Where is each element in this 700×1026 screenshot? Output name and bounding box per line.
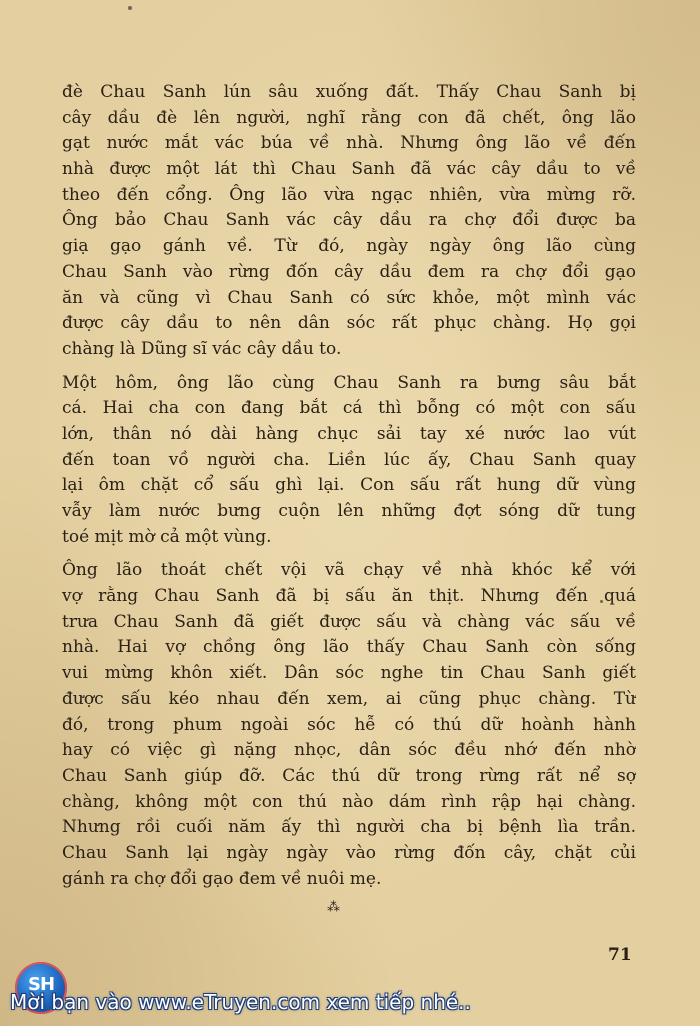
text-line: cá. Hai cha con đang bắt cá thì bỗng có một con sấu <box>62 398 636 419</box>
text-line: vui mừng khôn xiết. Dân sóc nghe tin Chau Sanh giết <box>62 663 636 684</box>
text-line: Nhưng rồi cuối năm ấy thì người cha bị bệnh lìa trần. <box>62 817 636 838</box>
text-line: được cây dầu to nên dân sóc rất phục chàng. Họ gọi <box>62 313 636 334</box>
text-line: đè Chau Sanh lún sâu xuống đất. Thấy Chau Sanh bị <box>62 82 636 102</box>
text-line: Chau Sanh giúp đỡ. Các thú dữ trong rừng rất nể sợ <box>62 765 636 786</box>
text-line: gạt nước mắt vác búa về nhà. Nhưng ông lão về đến <box>62 133 636 154</box>
text-line: chàng là Dũng sĩ vác cây dầu to. <box>62 338 342 359</box>
text-line: trưa Chau Sanh đã giết được sấu và chàng vác sấu về <box>62 611 636 632</box>
text-line: nhà. Hai vợ chồng ông lão thấy Chau Sanh còn sống <box>62 637 636 658</box>
text-line: theo đến cổng. Ông lão vừa ngạc nhiên, vừa mừng rỡ. <box>62 184 636 205</box>
text-line: gánh ra chợ đổi gạo đem về nuôi mẹ. <box>62 868 382 889</box>
story-text <box>62 80 636 892</box>
site-logo-icon[interactable]: SH <box>15 962 67 1014</box>
text-line: Chau Sanh vào rừng đốn cây dầu đem ra chợ đổi gạo <box>62 261 636 282</box>
text-line: nhà được một lát thì Chau Sanh đã vác cây dầu to về <box>62 159 636 180</box>
text-line: lớn, thân nó dài hàng chục sải tay xé nước lao vút <box>62 423 636 444</box>
section-end-ornament: ⁂ <box>327 900 341 915</box>
footer-watermark-banner[interactable]: Mời bạn vào www.eTruyen.com xem tiếp nhé.. <box>10 990 471 1014</box>
text-line: Chau Sanh lại ngày ngày vào rừng đốn cây, chặt củi <box>62 842 636 863</box>
text-line: đến toan vồ người cha. Liền lúc ấy, Chau Sanh quay <box>62 449 636 470</box>
text-line: đó, trong phum ngoài sóc hễ có thú dữ hoành hành <box>62 714 636 735</box>
text-line: vẫy làm nước bưng cuộn lên những đợt sóng dữ tung <box>62 501 636 521</box>
text-line: hay có việc gì nặng nhọc, dân sóc đều nhớ đến nhờ <box>62 740 636 761</box>
text-line: vợ rằng Chau Sanh đã bị sấu ăn thịt. Nhưng đến quá <box>62 586 636 607</box>
text-line: giạ gạo gánh về. Từ đó, ngày ngày ông lão cùng <box>62 236 636 257</box>
paragraph-3 <box>62 558 636 892</box>
paragraph-2 <box>62 371 636 551</box>
text-line: ăn và cũng vì Chau Sanh có sức khỏe, một mình vác <box>62 287 636 308</box>
text-line: được sấu kéo nhau đến xem, ai cũng phục chàng. Từ <box>62 688 636 709</box>
text-line: toé mịt mờ cả một vùng. <box>62 526 272 547</box>
text-line: lại ôm chặt cổ sấu ghì lại. Con sấu rất hung dữ vùng <box>62 475 636 496</box>
text-line: cây dầu đè lên người, nghĩ rằng con đã chết, ông lão <box>62 107 636 128</box>
paper-speck <box>128 6 132 10</box>
text-line: chàng, không một con thú nào dám rình rập hại chàng. <box>62 791 636 812</box>
text-line: Ông lão thoát chết vội vã chạy về nhà khóc kể với <box>62 560 636 581</box>
page-number: 71 <box>608 945 632 965</box>
paragraph-1 <box>62 80 636 363</box>
text-line: Một hôm, ông lão cùng Chau Sanh ra bưng sâu bắt <box>62 372 636 393</box>
text-line: Ông bảo Chau Sanh vác cây dầu ra chợ đổi được ba <box>62 210 636 231</box>
